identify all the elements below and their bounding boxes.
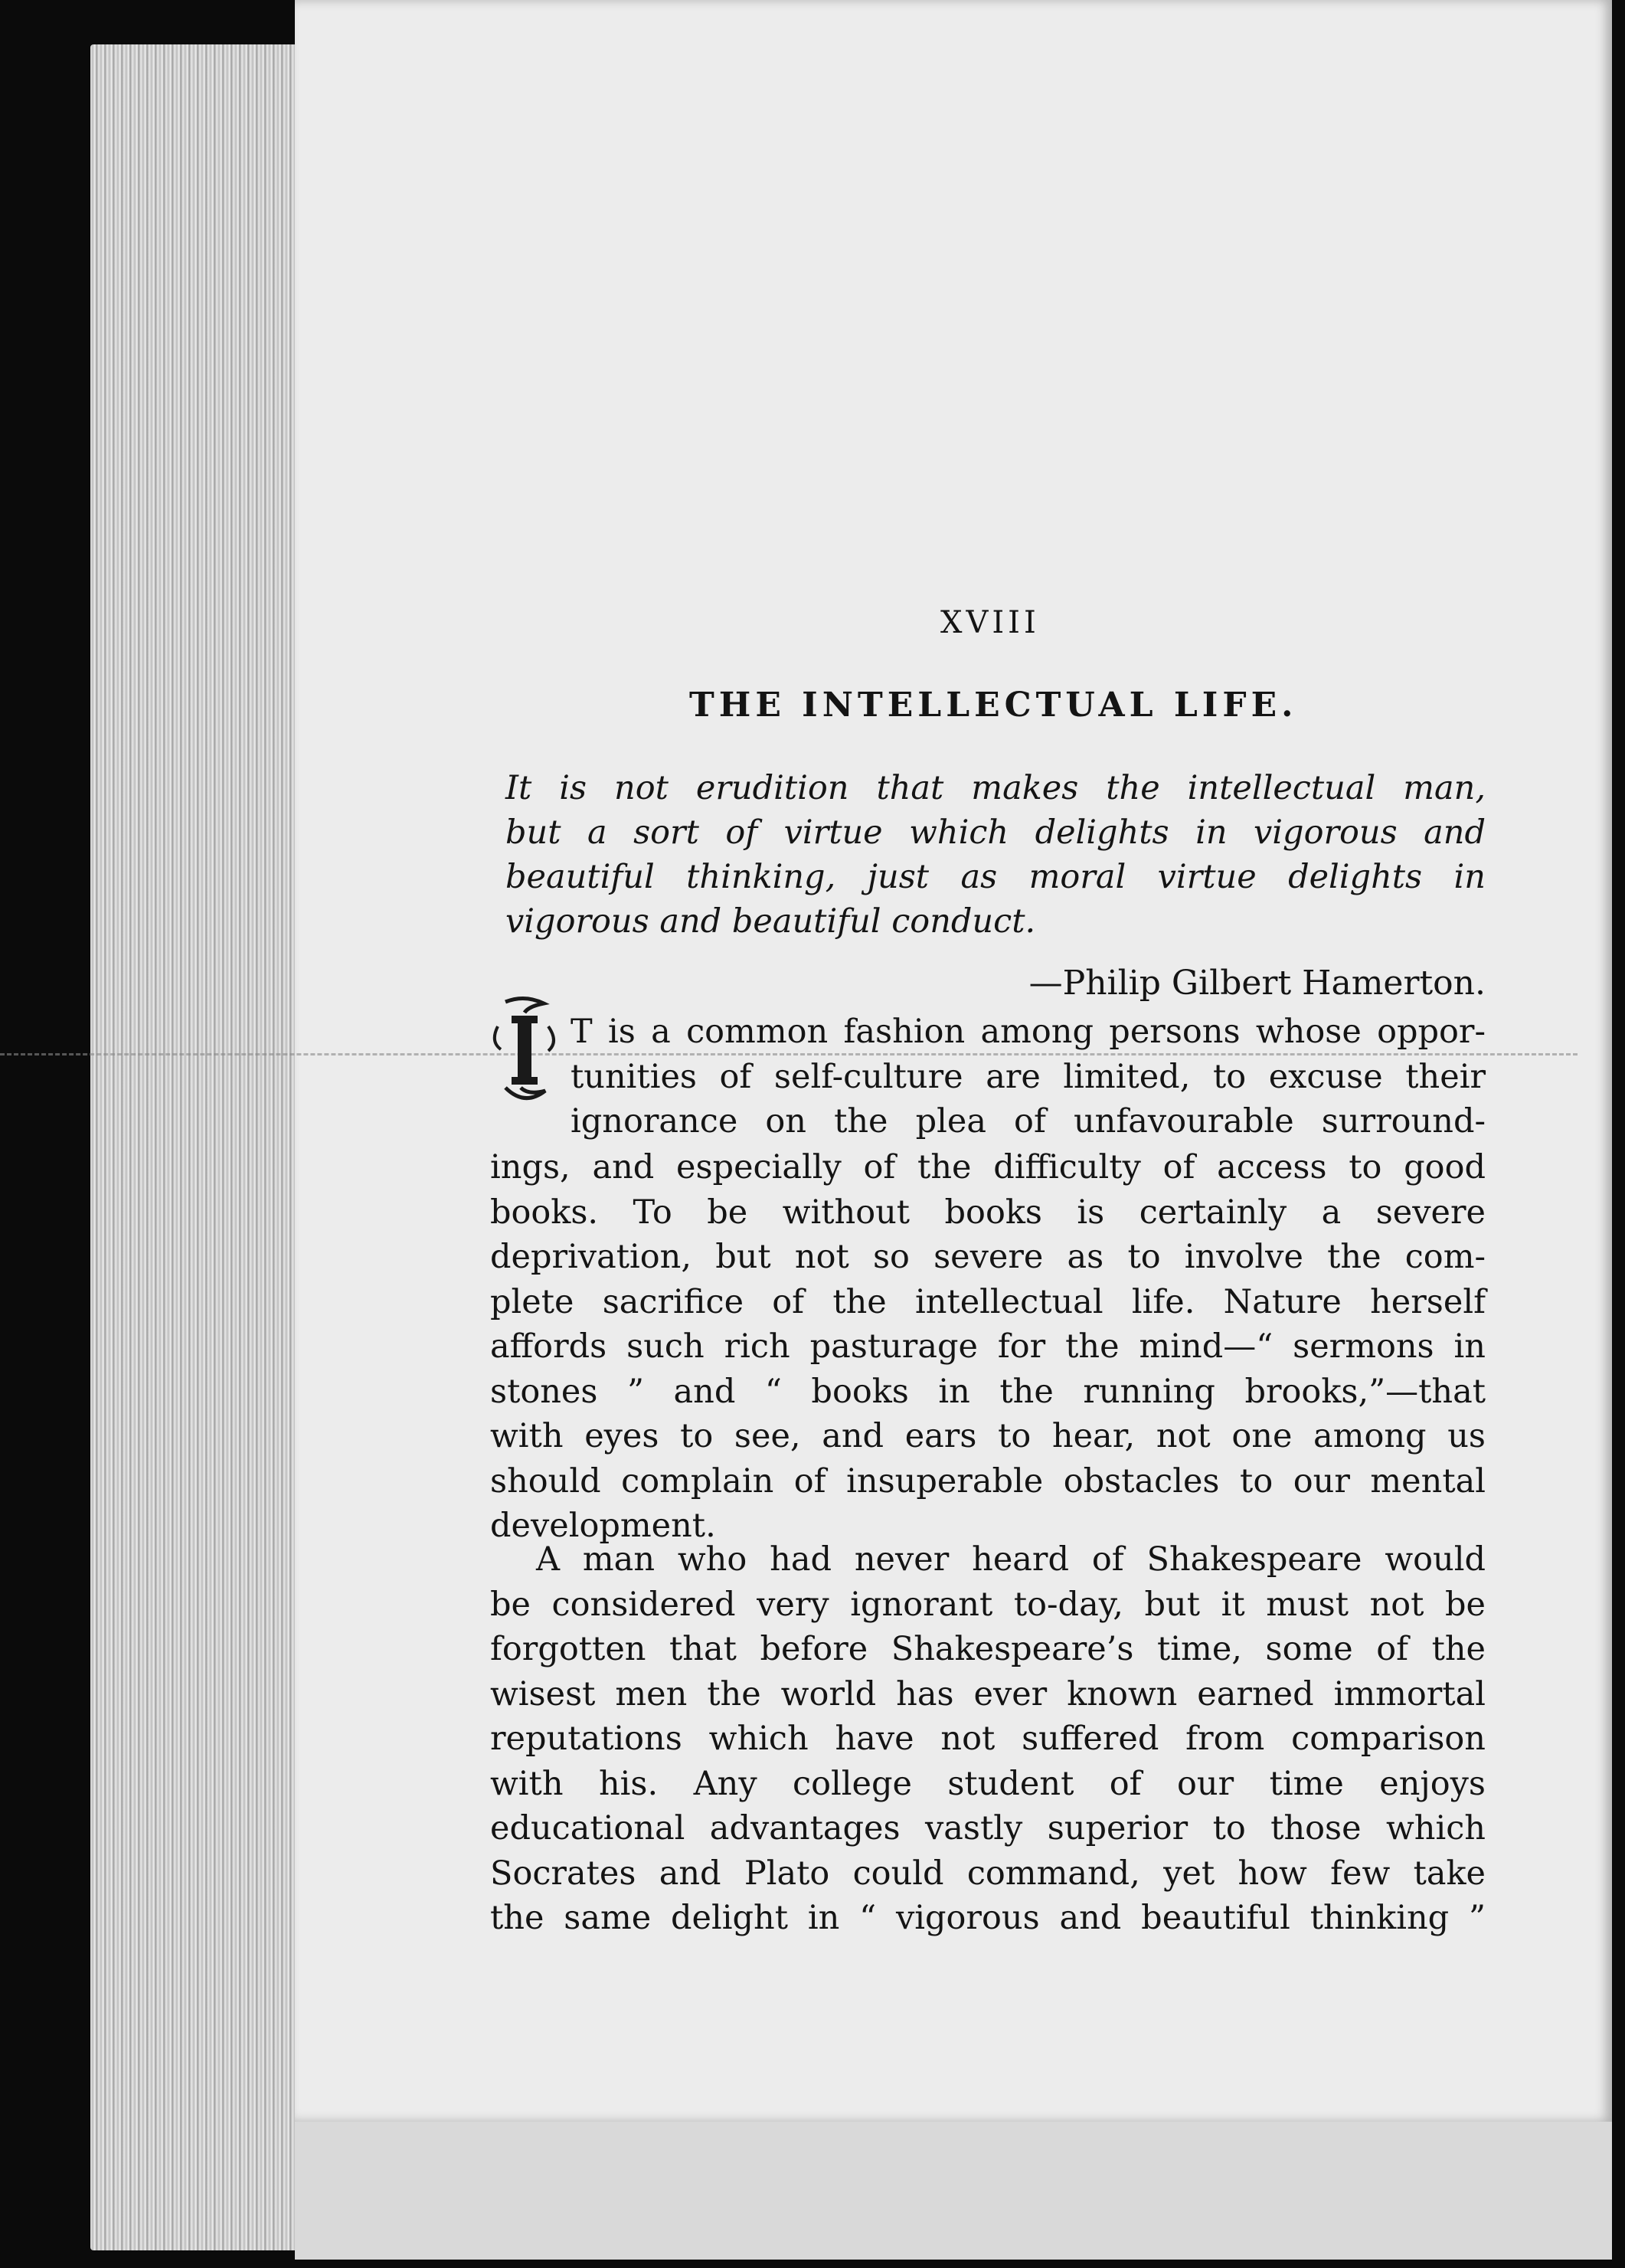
paragraph-1: [490, 1145, 1486, 1549]
ornamental-dropcap-i: [490, 996, 559, 1107]
chapter-title: THE INTELLECTUAL LIFE.: [689, 686, 1298, 725]
body-line: Socrates and Plato could command, yet how few take: [490, 1854, 1486, 1893]
body-line: A man who had never heard of Shakespeare would: [536, 1540, 1486, 1579]
body-line: be considered very ignorant to-day, but it must not be: [490, 1585, 1486, 1624]
body-line: stones ” and “ books in the running brooks,”—that: [490, 1372, 1486, 1411]
epigraph-line: beautiful thinking, just as moral virtue delights in: [505, 858, 1486, 896]
body-line: development.: [490, 1507, 716, 1545]
body-line: should complain of insuperable obstacles to our mental: [490, 1461, 1486, 1501]
body-line: forgotten that before Shakespeare’s time, some of the: [490, 1630, 1486, 1668]
body-line: with his. Any college student of our time enjoys: [490, 1764, 1486, 1803]
paragraph-2: [490, 1537, 1486, 1941]
body-line: affords such rich pasturage for the mind—“ sermons in: [490, 1327, 1486, 1366]
paragraph-1-opening: [571, 1010, 1486, 1144]
body-line: wisest men the world has ever known earned immortal: [490, 1674, 1486, 1713]
epigraph-line: but a sort of virtue which delights in vigorous and: [505, 813, 1486, 852]
body-line: ignorance on the plea of unfavourable surround-: [571, 1102, 1486, 1141]
book-page-edges: [90, 44, 320, 2250]
body-line: reputations which have not suffered from comparison: [490, 1720, 1486, 1758]
body-line: with eyes to see, and ears to hear, not one among us: [490, 1417, 1486, 1455]
body-line: the same delight in “ vigorous and beautiful thinking ”: [490, 1899, 1486, 1937]
epigraph-line: vigorous and beautiful conduct.: [505, 902, 1036, 941]
chapter-number: XVIII: [940, 605, 1040, 640]
epigraph-attribution: —Philip Gilbert Hamerton.: [1028, 964, 1486, 1003]
body-line: tunities of self-culture are limited, to excuse their: [571, 1057, 1486, 1096]
body-line: ings, and especially of the difficulty of access to good: [490, 1148, 1486, 1186]
body-line: plete sacrifice of the intellectual life. Nature herself: [490, 1282, 1486, 1321]
body-line: T is a common fashion among persons whose oppor-: [571, 1013, 1486, 1051]
body-line: books. To be without books is certainly a severe: [490, 1193, 1486, 1232]
epigraph: [505, 766, 1486, 944]
body-line: educational advantages vastly superior to those which: [490, 1809, 1486, 1847]
body-line: deprivation, but not so severe as to involve the com-: [490, 1238, 1486, 1276]
epigraph-line: It is not erudition that makes the intellectual man,: [505, 769, 1486, 807]
